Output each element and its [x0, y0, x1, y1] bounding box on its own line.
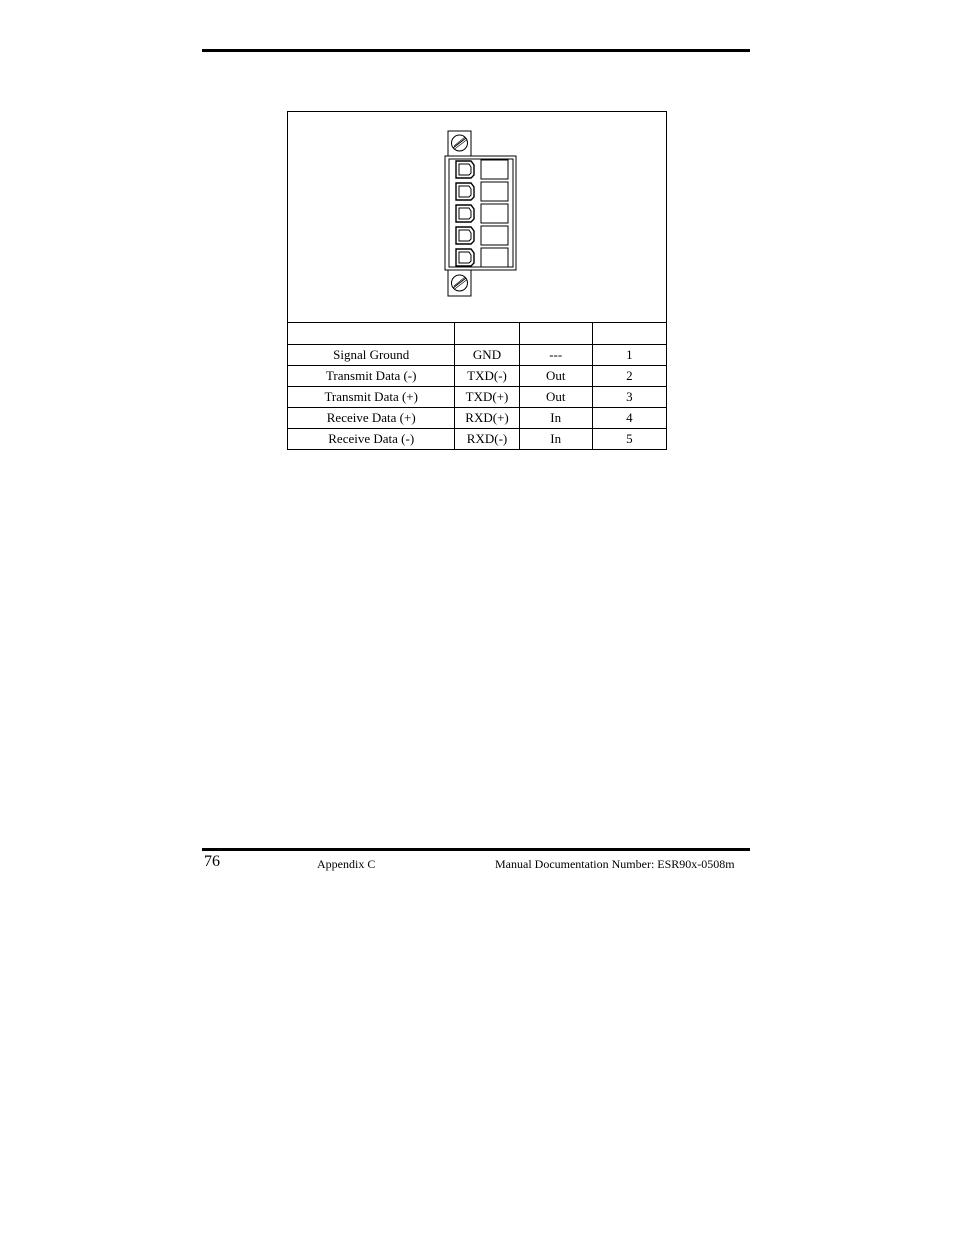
pin-cell: 1	[592, 345, 666, 366]
header-rule	[202, 49, 750, 52]
signal-cell: Transmit Data (+)	[288, 387, 455, 408]
pin-cell: 5	[592, 429, 666, 450]
name-cell: RXD(-)	[455, 429, 519, 450]
header-signal	[288, 323, 455, 345]
table-row	[288, 366, 667, 387]
signal-cell: Signal Ground	[288, 345, 455, 366]
pin-cell: 4	[592, 408, 666, 429]
table-header-row	[288, 323, 667, 345]
header-direction	[519, 323, 592, 345]
footer-rule	[202, 848, 750, 851]
signal-cell: Receive Data (-)	[288, 429, 455, 450]
pin-slots	[456, 160, 508, 267]
direction-cell: Out	[519, 387, 592, 408]
footer-doc-number: Manual Documentation Number: ESR90x-0508m	[495, 857, 735, 871]
name-cell: TXD(-)	[455, 366, 519, 387]
pin-cell: 3	[592, 387, 666, 408]
footer-section-title: Appendix C	[317, 857, 376, 871]
table-row	[288, 429, 667, 450]
name-cell: TXD(+)	[455, 387, 519, 408]
header-pin	[592, 323, 666, 345]
signal-cell: Receive Data (+)	[288, 408, 455, 429]
connector-figure	[287, 111, 667, 323]
header-name	[455, 323, 519, 345]
terminal-block-connector-icon	[288, 112, 666, 323]
direction-cell: Out	[519, 366, 592, 387]
name-cell: GND	[455, 345, 519, 366]
table-row	[288, 387, 667, 408]
table-row	[288, 408, 667, 429]
pin-cell: 2	[592, 366, 666, 387]
table-row	[288, 345, 667, 366]
name-cell: RXD(+)	[455, 408, 519, 429]
pin-assignment-table	[287, 322, 667, 450]
direction-cell: ---	[519, 345, 592, 366]
direction-cell: In	[519, 408, 592, 429]
page-number: 76	[204, 853, 220, 870]
direction-cell: In	[519, 429, 592, 450]
signal-cell: Transmit Data (-)	[288, 366, 455, 387]
